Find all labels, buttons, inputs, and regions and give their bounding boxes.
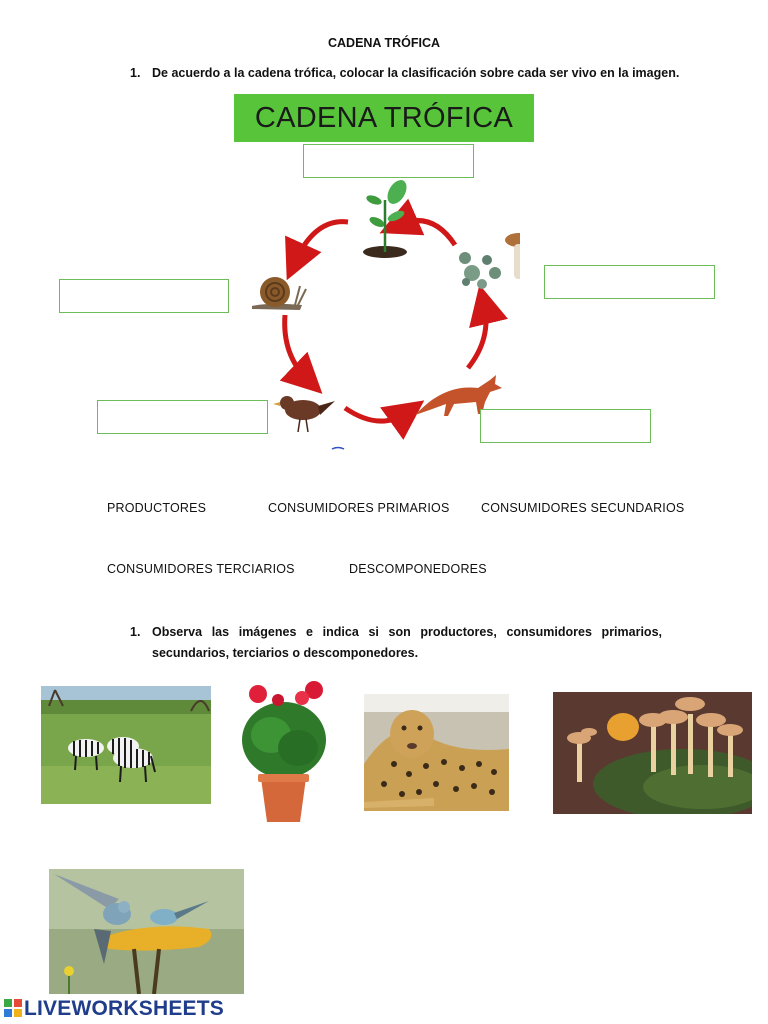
liveworksheets-logo-icon — [4, 999, 22, 1017]
word-consumidores-primarios[interactable]: CONSUMIDORES PRIMARIOS — [268, 501, 450, 515]
sprout-icon — [363, 177, 410, 258]
arrow-sprout-to-snail — [295, 222, 348, 262]
mushrooms-photo — [553, 692, 752, 814]
liveworksheets-logo — [4, 997, 224, 1021]
snail-icon — [252, 277, 306, 310]
word-consumidores-terciarios[interactable]: CONSUMIDORES TERCIARIOS — [107, 562, 295, 576]
question-text-line-1: Observa las imágenes e indica si son productores, consumidores primarios, — [152, 625, 662, 639]
food-chain-banner — [234, 94, 534, 142]
bird-icon — [273, 396, 335, 432]
question-number: 1. — [130, 625, 141, 639]
leopard-photo — [364, 694, 509, 811]
arrow-bird-to-fox — [345, 408, 408, 421]
answer-box-decomposers[interactable] — [544, 265, 715, 299]
question-text: De acuerdo a la cadena trófica, colocar la clasificación sobre cada ser vivo en la imagen. — [152, 66, 680, 80]
question-text-line-2: secundarios, terciarios o descomponedores. — [152, 646, 419, 660]
word-consumidores-secundarios[interactable]: CONSUMIDORES SECUNDARIOS — [481, 501, 685, 515]
birds-photo — [49, 869, 244, 994]
arrow-fox-to-decomposers — [468, 304, 486, 368]
food-chain-diagram — [240, 170, 520, 455]
decomposers-icon — [459, 233, 520, 289]
arrow-decomposers-to-sprout — [398, 221, 455, 246]
word-productores[interactable]: PRODUCTORES — [107, 501, 207, 515]
page-title: CADENA TRÓFICA — [327, 36, 441, 50]
answer-box-fox[interactable] — [480, 409, 651, 443]
rose-plant-photo — [236, 680, 331, 825]
brand-name: LIVEWORKSHEETS — [24, 997, 224, 1020]
question-number: 1. — [130, 66, 141, 80]
banner-text: CADENA TRÓFICA — [254, 102, 514, 134]
question-2 — [130, 622, 662, 664]
word-descomponedores[interactable]: DESCOMPONEDORES — [349, 562, 487, 576]
answer-box-bird[interactable] — [97, 400, 268, 434]
answer-box-sprout[interactable] — [303, 144, 474, 178]
answer-box-snail[interactable] — [59, 279, 229, 313]
zebras-photo — [41, 686, 211, 804]
arrow-snail-to-bird — [285, 315, 308, 380]
